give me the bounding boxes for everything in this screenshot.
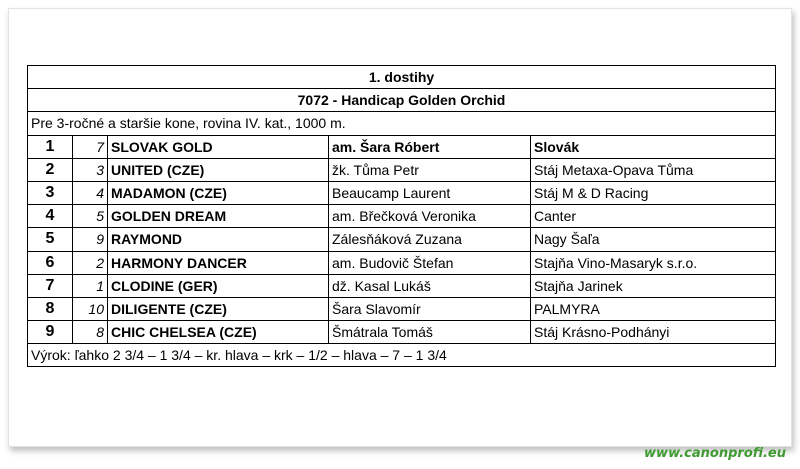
jockey-name: Šara Slavomír [329,297,531,320]
finish-position: 8 [28,297,73,320]
owner-name: Nagy Šaľa [531,228,776,251]
owner-name: Canter [531,205,776,228]
horse-name: CLODINE (GER) [108,274,329,297]
start-number: 10 [73,297,108,320]
horse-name: DILIGENTE (CZE) [108,297,329,320]
jockey-name: Beaucamp Laurent [329,181,531,204]
finish-position: 9 [28,321,73,344]
race-results-table [27,65,776,367]
horse-name: SLOVAK GOLD [108,135,329,158]
owner-name: Slovák [531,135,776,158]
owner-name: Stajňa Vino-Masaryk s.r.o. [531,251,776,274]
jockey-name: dž. Kasal Lukáš [329,274,531,297]
race-conditions: Pre 3-ročné a staršie kone, rovina IV. kat., 1000 m. [28,112,776,135]
jockey-name: Zálesňáková Zuzana [329,228,531,251]
horse-name: HARMONY DANCER [108,251,329,274]
table-row [28,274,776,297]
verdict-row [28,344,776,367]
finish-position: 6 [28,251,73,274]
race-title: 1. dostihy [28,66,776,89]
horse-name: UNITED (CZE) [108,158,329,181]
horse-name: CHIC CHELSEA (CZE) [108,321,329,344]
start-number: 7 [73,135,108,158]
table-row [28,297,776,320]
jockey-name: am. Budovič Štefan [329,251,531,274]
finish-position: 4 [28,205,73,228]
finish-position: 7 [28,274,73,297]
finish-position: 5 [28,228,73,251]
start-number: 4 [73,181,108,204]
horse-name: RAYMOND [108,228,329,251]
finish-position: 2 [28,158,73,181]
watermark-text: www.canonprofi.eu [644,446,786,461]
start-number: 5 [73,205,108,228]
race-verdict: Výrok: ľahko 2 3/4 – 1 3/4 – kr. hlava – krk – 1/2 – hlava – 7 – 1 3/4 [28,344,776,367]
start-number: 3 [73,158,108,181]
horse-name: GOLDEN DREAM [108,205,329,228]
finish-position: 1 [28,135,73,158]
owner-name: Stáj M & D Racing [531,181,776,204]
race-name-row [28,89,776,112]
table-row [28,251,776,274]
jockey-name: žk. Tůma Petr [329,158,531,181]
race-conditions-row [28,112,776,135]
owner-name: Stajňa Jarinek [531,274,776,297]
jockey-name: Šmátrala Tomáš [329,321,531,344]
table-row [28,181,776,204]
race-name: 7072 - Handicap Golden Orchid [28,89,776,112]
finish-position: 3 [28,181,73,204]
table-row [28,228,776,251]
table-row [28,321,776,344]
owner-name: Stáj Krásno-Podhányi [531,321,776,344]
start-number: 9 [73,228,108,251]
owner-name: PALMYRA [531,297,776,320]
start-number: 2 [73,251,108,274]
jockey-name: am. Břečková Veronika [329,205,531,228]
start-number: 8 [73,321,108,344]
horse-name: MADAMON (CZE) [108,181,329,204]
start-number: 1 [73,274,108,297]
table-row [28,158,776,181]
jockey-name: am. Šara Róbert [329,135,531,158]
owner-name: Stáj Metaxa-Opava Tůma [531,158,776,181]
table-row [28,205,776,228]
table-row [28,135,776,158]
race-title-row [28,66,776,89]
